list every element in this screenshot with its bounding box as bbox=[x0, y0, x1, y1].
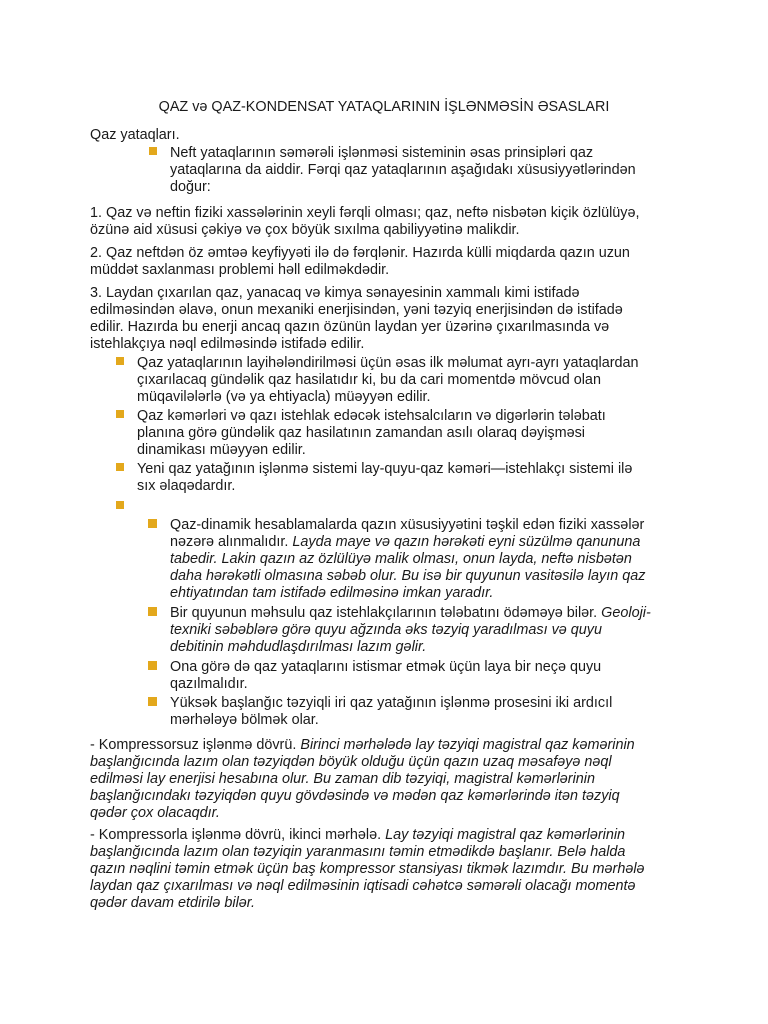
italic-run: Lay təzyiqi magistral qaz kəmərlərinin bbox=[385, 827, 626, 843]
italic-run: qədər çox olacaqdır. bbox=[90, 805, 220, 821]
text-line: istehlakçıya nəql edilməsində istifadə edilir. bbox=[90, 336, 365, 352]
bullet-item bbox=[137, 461, 632, 495]
italic-run: başlanğıcında lazım olan təzyiqin yaranmasını təmin etmədikdə başlanır. Belə halda bbox=[90, 844, 626, 860]
paragraph-4 bbox=[90, 737, 635, 822]
square-bullet-icon bbox=[148, 607, 157, 616]
italic-run: qazın nəqlini təmin etmək üçün baş kompressor stansiyası tikmək lazımdır. Bu mərhələ bbox=[90, 861, 645, 877]
sub-bullet-item bbox=[170, 605, 651, 656]
square-bullet-icon bbox=[148, 697, 157, 706]
text-line: planına görə gündəlik qaz hasilatının zamandan asılı olaraq dəyişməsi bbox=[137, 425, 585, 441]
text-line bbox=[170, 568, 645, 585]
sub-bullet-item bbox=[170, 517, 645, 602]
italic-run: başlanğıcındakı təzyiqdən quyu gövdəsində və mədən qaz kəmərlərində itən təzyiq bbox=[90, 788, 620, 804]
text-line: müddət saxlanması problemi həll edilməkdədir. bbox=[90, 262, 390, 278]
text-line: Qaz yataqlarının layihələndirilməsi üçün əsas ilk məlumat ayrı-ayrı yataqlardan bbox=[137, 355, 639, 371]
document-title: QAZ və QAZ-KONDENSAT YATAQLARININ İŞLƏNMƏSİN ƏSASLARI bbox=[158, 99, 610, 115]
square-bullet-icon bbox=[149, 147, 157, 155]
italic-run: edilməsi lay enerjisi hesabına olur. Bu zaman dib təzyiqi, magistral kəmərlərinin bbox=[90, 771, 595, 787]
sub-bullet-item bbox=[170, 659, 601, 693]
square-bullet-icon bbox=[116, 410, 124, 418]
italic-run: debitinin məhdudlaşdırılması lazım gəlir. bbox=[170, 639, 427, 655]
bullet-item bbox=[137, 408, 606, 459]
text-line: doğur: bbox=[170, 179, 211, 195]
text-line bbox=[90, 754, 635, 771]
text-line bbox=[170, 676, 601, 693]
square-bullet-icon bbox=[148, 519, 157, 528]
intro-bullet-text bbox=[170, 145, 636, 196]
text-line bbox=[170, 695, 612, 712]
text-run: nəzərə alınmalıdır. bbox=[170, 534, 293, 550]
text-line bbox=[170, 712, 612, 729]
text-line: 2. Qaz neftdən öz əmtəə keyfiyyəti ilə də fərqlənir. Hazırda külli miqdarda qazın uzun bbox=[90, 245, 630, 261]
text-line bbox=[90, 878, 645, 895]
italic-run: laydan qaz çıxarılması və nəql edilməsinin iqtisadi cəhətcə səmərəli olacağı momentə bbox=[90, 878, 636, 894]
text-line bbox=[170, 622, 651, 639]
square-bullet-icon bbox=[116, 463, 124, 471]
text-line: özünə aid xüsusi çəkiyə və çox böyük sıxılma qabiliyyətinə malikdir. bbox=[90, 222, 520, 238]
text-line bbox=[90, 805, 635, 822]
text-line bbox=[90, 771, 635, 788]
italic-run: qədər davam etdirilə bilər. bbox=[90, 895, 256, 911]
text-line bbox=[90, 788, 635, 805]
text-run: - Kompressorsuz işlənmə dövrü. bbox=[90, 737, 301, 753]
italic-run: Geoloji- bbox=[601, 605, 651, 621]
text-line: edilməsindən əlavə, onun mexaniki enerjisindən, yəni təzyiq enerjisindən də istifadə bbox=[90, 302, 623, 318]
text-line bbox=[170, 551, 645, 568]
text-line bbox=[90, 844, 645, 861]
italic-run: daha hərəkətli olmasına səbəb olur. Bu isə bir quyunun vasitəsilə layın qaz bbox=[170, 568, 646, 584]
text-line: Neft yataqlarının səmərəli işlənməsi sisteminin əsas prinsipləri qaz bbox=[170, 145, 594, 161]
text-line: dinamikası müəyyən edilir. bbox=[137, 442, 306, 458]
text-line bbox=[170, 534, 645, 551]
paragraph-1 bbox=[90, 205, 640, 239]
text-run: - Kompressorla işlənmə dövrü, ikinci mərhələ. bbox=[90, 827, 386, 843]
text-line bbox=[90, 737, 635, 754]
italic-run: ehtiyatından tam istifadə edilməsinə imkan yaradır. bbox=[170, 585, 494, 601]
text-line bbox=[90, 895, 645, 912]
italic-run: tabedir. Lakin qazın az özlülüyə malik olması, onun layda, neftə nisbətən bbox=[170, 551, 632, 567]
text-line: çıxarılacaq gündəlik qaz hasilatıdır ki, bu da cari momentdə mövcud olan bbox=[137, 372, 601, 388]
italic-run: Birinci mərhələdə lay təzyiqi magistral qaz kəmərinin bbox=[300, 737, 635, 753]
paragraph-5 bbox=[90, 827, 645, 912]
text-line: 1. Qaz və neftin fiziki xassələrinin xeyli fərqli olması; qaz, neftə nisbətən kiçik özlülüyə, bbox=[90, 205, 640, 221]
section-subtitle: Qaz yataqları. bbox=[90, 127, 180, 143]
text-line: 3. Laydan çıxarılan qaz, yanacaq və kimya sənayesinin xammalı kimi istifadə bbox=[90, 285, 580, 301]
text-line bbox=[90, 827, 645, 844]
italic-run: texniki səbəblərə görə quyu ağzında əks təzyiq yaradılması və quyu bbox=[170, 622, 602, 638]
text-run: Yüksək başlanğıc təzyiqli iri qaz yatağının işlənmə prosesini iki ardıcıl bbox=[170, 695, 613, 711]
text-line bbox=[170, 517, 645, 534]
square-bullet-icon bbox=[148, 661, 157, 670]
italic-run: Layda maye və qazın hərəkəti eyni süzülmə qanununa bbox=[292, 534, 641, 550]
empty-bullet-icon bbox=[116, 501, 124, 509]
text-line: müqavilələrlə (və ya ehtiyacla) müəyyən edilir. bbox=[137, 389, 431, 405]
text-line bbox=[170, 585, 645, 602]
paragraph-3 bbox=[90, 285, 623, 353]
bullet-item bbox=[137, 355, 639, 406]
text-run: Qaz-dinamik hesablamalarda qazın xüsusiyyətini təşkil edən fiziki xassələr bbox=[170, 517, 645, 533]
text-line bbox=[170, 659, 601, 676]
text-line bbox=[170, 639, 651, 656]
text-run: qazılmalıdır. bbox=[170, 676, 248, 692]
square-bullet-icon bbox=[116, 357, 124, 365]
text-line: yataqlarına da aiddir. Fərqi qaz yataqlarının aşağıdakı xüsusiyyətlərindən bbox=[170, 162, 636, 178]
sub-bullet-item bbox=[170, 695, 612, 729]
text-line: sıx əlaqədardır. bbox=[137, 478, 236, 494]
italic-run: başlanğıcında lazım olan təzyiqdən böyük olduğu üçün qazın uzaq məsafəyə nəql bbox=[90, 754, 612, 770]
text-run: Bir quyunun məhsulu qaz istehlakçılarının tələbatını ödəməyə bilər. bbox=[170, 605, 602, 621]
text-line: Yeni qaz yatağının işlənmə sistemi lay-quyu-qaz kəməri—istehlakçı sistemi ilə bbox=[137, 461, 633, 477]
text-run: mərhələyə bölmək olar. bbox=[170, 712, 319, 728]
text-line: Qaz kəmərləri və qazı istehlak edəcək istehsalcıların və digərlərin tələbatı bbox=[137, 408, 606, 424]
text-run: Ona görə də qaz yataqlarını istismar etmək üçün laya bir neçə quyu bbox=[170, 659, 602, 675]
text-line bbox=[170, 605, 651, 622]
paragraph-2 bbox=[90, 245, 630, 279]
text-line bbox=[90, 861, 645, 878]
text-line: edilir. Hazırda bu enerji ancaq qazın özünün laydan yer üzərinə çıxarılmasında və bbox=[90, 319, 610, 335]
